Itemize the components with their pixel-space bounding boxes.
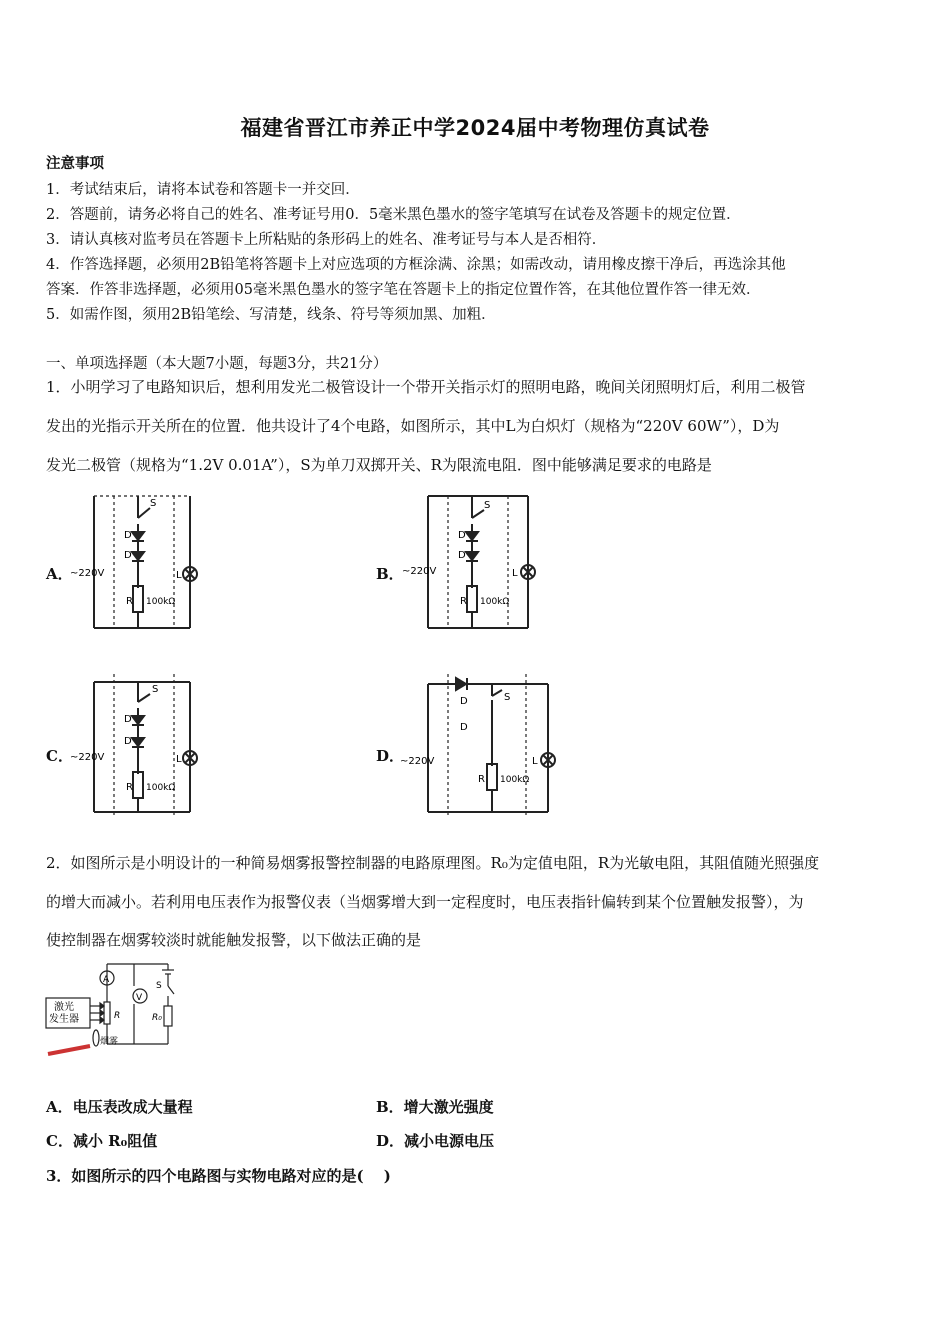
- ammeter-label: A: [103, 975, 110, 985]
- switch-label: S: [156, 981, 162, 991]
- resistor-label: R: [126, 596, 133, 607]
- smoke-label: 烟雾: [100, 1037, 119, 1047]
- q2-option-a: A．电压表改成大量程: [46, 1098, 193, 1116]
- section-heading: 一、单项选择题（本大题7小题，每题3分，共21分）: [46, 356, 388, 372]
- page-title: 福建省晋江市养正中学2024届中考物理仿真试卷: [240, 116, 710, 140]
- q2-option-c: C．减小 R₀阻值: [46, 1132, 158, 1150]
- photoresistor-label: R: [114, 1011, 121, 1021]
- smoke-alarm-diagram: [44, 956, 184, 1060]
- resistor-value: 100kΩ: [500, 775, 530, 785]
- diode-label: D: [124, 736, 132, 747]
- switch-label: S: [504, 692, 511, 703]
- diode-label: D: [124, 530, 132, 541]
- notice-heading: 注意事项: [46, 155, 104, 172]
- lamp-label: L: [532, 756, 538, 767]
- notice-item: 5．如需作图，须用2B铅笔绘、写清楚，线条、符号等须加黑、加粗．: [46, 307, 496, 323]
- notice-item: 3．请认真核对监考员在答题卡上所粘贴的条形码上的姓名、准考证号与本人是否相符．: [46, 232, 607, 248]
- notice-item: 4．作答选择题，必须用2B铅笔将答题卡上对应选项的方框涂满、涂黑；如需改动，请用橡皮擦干净后，再选涂其他: [46, 257, 786, 273]
- diode-label: D: [458, 550, 466, 561]
- resistor-value: 100kΩ: [480, 597, 510, 607]
- notice-item: 答案．作答非选择题，必须用05毫米黑色墨水的签字笔在答题卡上的指定位置作答，在其他位置作答一律无效．: [46, 282, 761, 298]
- switch-label: S: [150, 498, 157, 509]
- laser-label: 发生器: [49, 1014, 79, 1025]
- q1-option-d-label: D．: [376, 747, 405, 765]
- switch-label: S: [484, 500, 491, 511]
- voltmeter-label: V: [136, 993, 143, 1003]
- circuit-d-diagram: [398, 670, 568, 820]
- lamp-label: L: [512, 568, 518, 579]
- q2-text: 2．如图所示是小明设计的一种简易烟雾报警控制器的电路原理图。R₀为定值电阻，R为光敏电阻，其阻值随光照强度: [46, 854, 820, 872]
- q1-option-b-label: B．: [376, 565, 404, 583]
- voltage-label: ~220V: [400, 756, 435, 767]
- q1-text: 发出的光指示开关所在的位置．他共设计了4个电路，如图所示，其中L为白炽灯（规格为“220V 60W”），D为: [46, 417, 780, 435]
- diode-label: D: [124, 550, 132, 561]
- resistor-value: 100kΩ: [146, 597, 176, 607]
- q1-option-c-label: C．: [46, 747, 73, 765]
- resistor-label: R: [460, 596, 467, 607]
- notice-item: 1．考试结束后，请将本试卷和答题卡一并交回．: [46, 182, 360, 198]
- r0-label: R₀: [152, 1013, 162, 1023]
- circuit-b-diagram: [400, 488, 545, 636]
- circuit-c-diagram: [70, 670, 210, 820]
- diode-label: D: [460, 696, 468, 707]
- diode-label: D: [124, 714, 132, 725]
- q2-text: 使控制器在烟雾较淡时就能触发报警，以下做法正确的是: [46, 931, 422, 949]
- lamp-label: L: [176, 754, 182, 765]
- voltage-label: ~220V: [70, 752, 105, 763]
- q1-text: 1．小明学习了电路知识后，想利用发光二极管设计一个带开关指示灯的照明电路，晚间关闭照明灯后，利用二极管: [46, 378, 806, 396]
- switch-label: S: [152, 684, 159, 695]
- diode-label: D: [460, 722, 468, 733]
- q2-text: 的增大而减小。若利用电压表作为报警仪表（当烟雾增大到一定程度时，电压表指针偏转到某个位置触发报警），为: [46, 893, 804, 911]
- q2-option-b: B．增大激光强度: [376, 1098, 494, 1116]
- laser-label: 激光: [54, 1002, 74, 1013]
- resistor-label: R: [478, 774, 485, 785]
- q3-text: 3．如图所示的四个电路图与实物电路对应的是( ): [46, 1167, 391, 1185]
- q1-option-a-label: A．: [46, 565, 73, 583]
- voltage-label: ~220V: [402, 566, 437, 577]
- resistor-value: 100kΩ: [146, 783, 176, 793]
- lamp-label: L: [176, 570, 182, 581]
- resistor-label: R: [126, 782, 133, 793]
- q2-option-d: D．减小电源电压: [376, 1132, 495, 1150]
- diode-label: D: [458, 530, 466, 541]
- voltage-label: ~220V: [70, 568, 105, 579]
- q1-text: 发光二极管（规格为“1.2V 0.01A”），S为单刀双掷开关、R为限流电阻．图中能够满足要求的电路是: [46, 456, 712, 474]
- notice-item: 2．答题前，请务必将自己的姓名、准考证号用0．5毫米黑色墨水的签字笔填写在试卷及答题卡的规定位置．: [46, 207, 741, 223]
- circuit-a-diagram: [70, 488, 210, 636]
